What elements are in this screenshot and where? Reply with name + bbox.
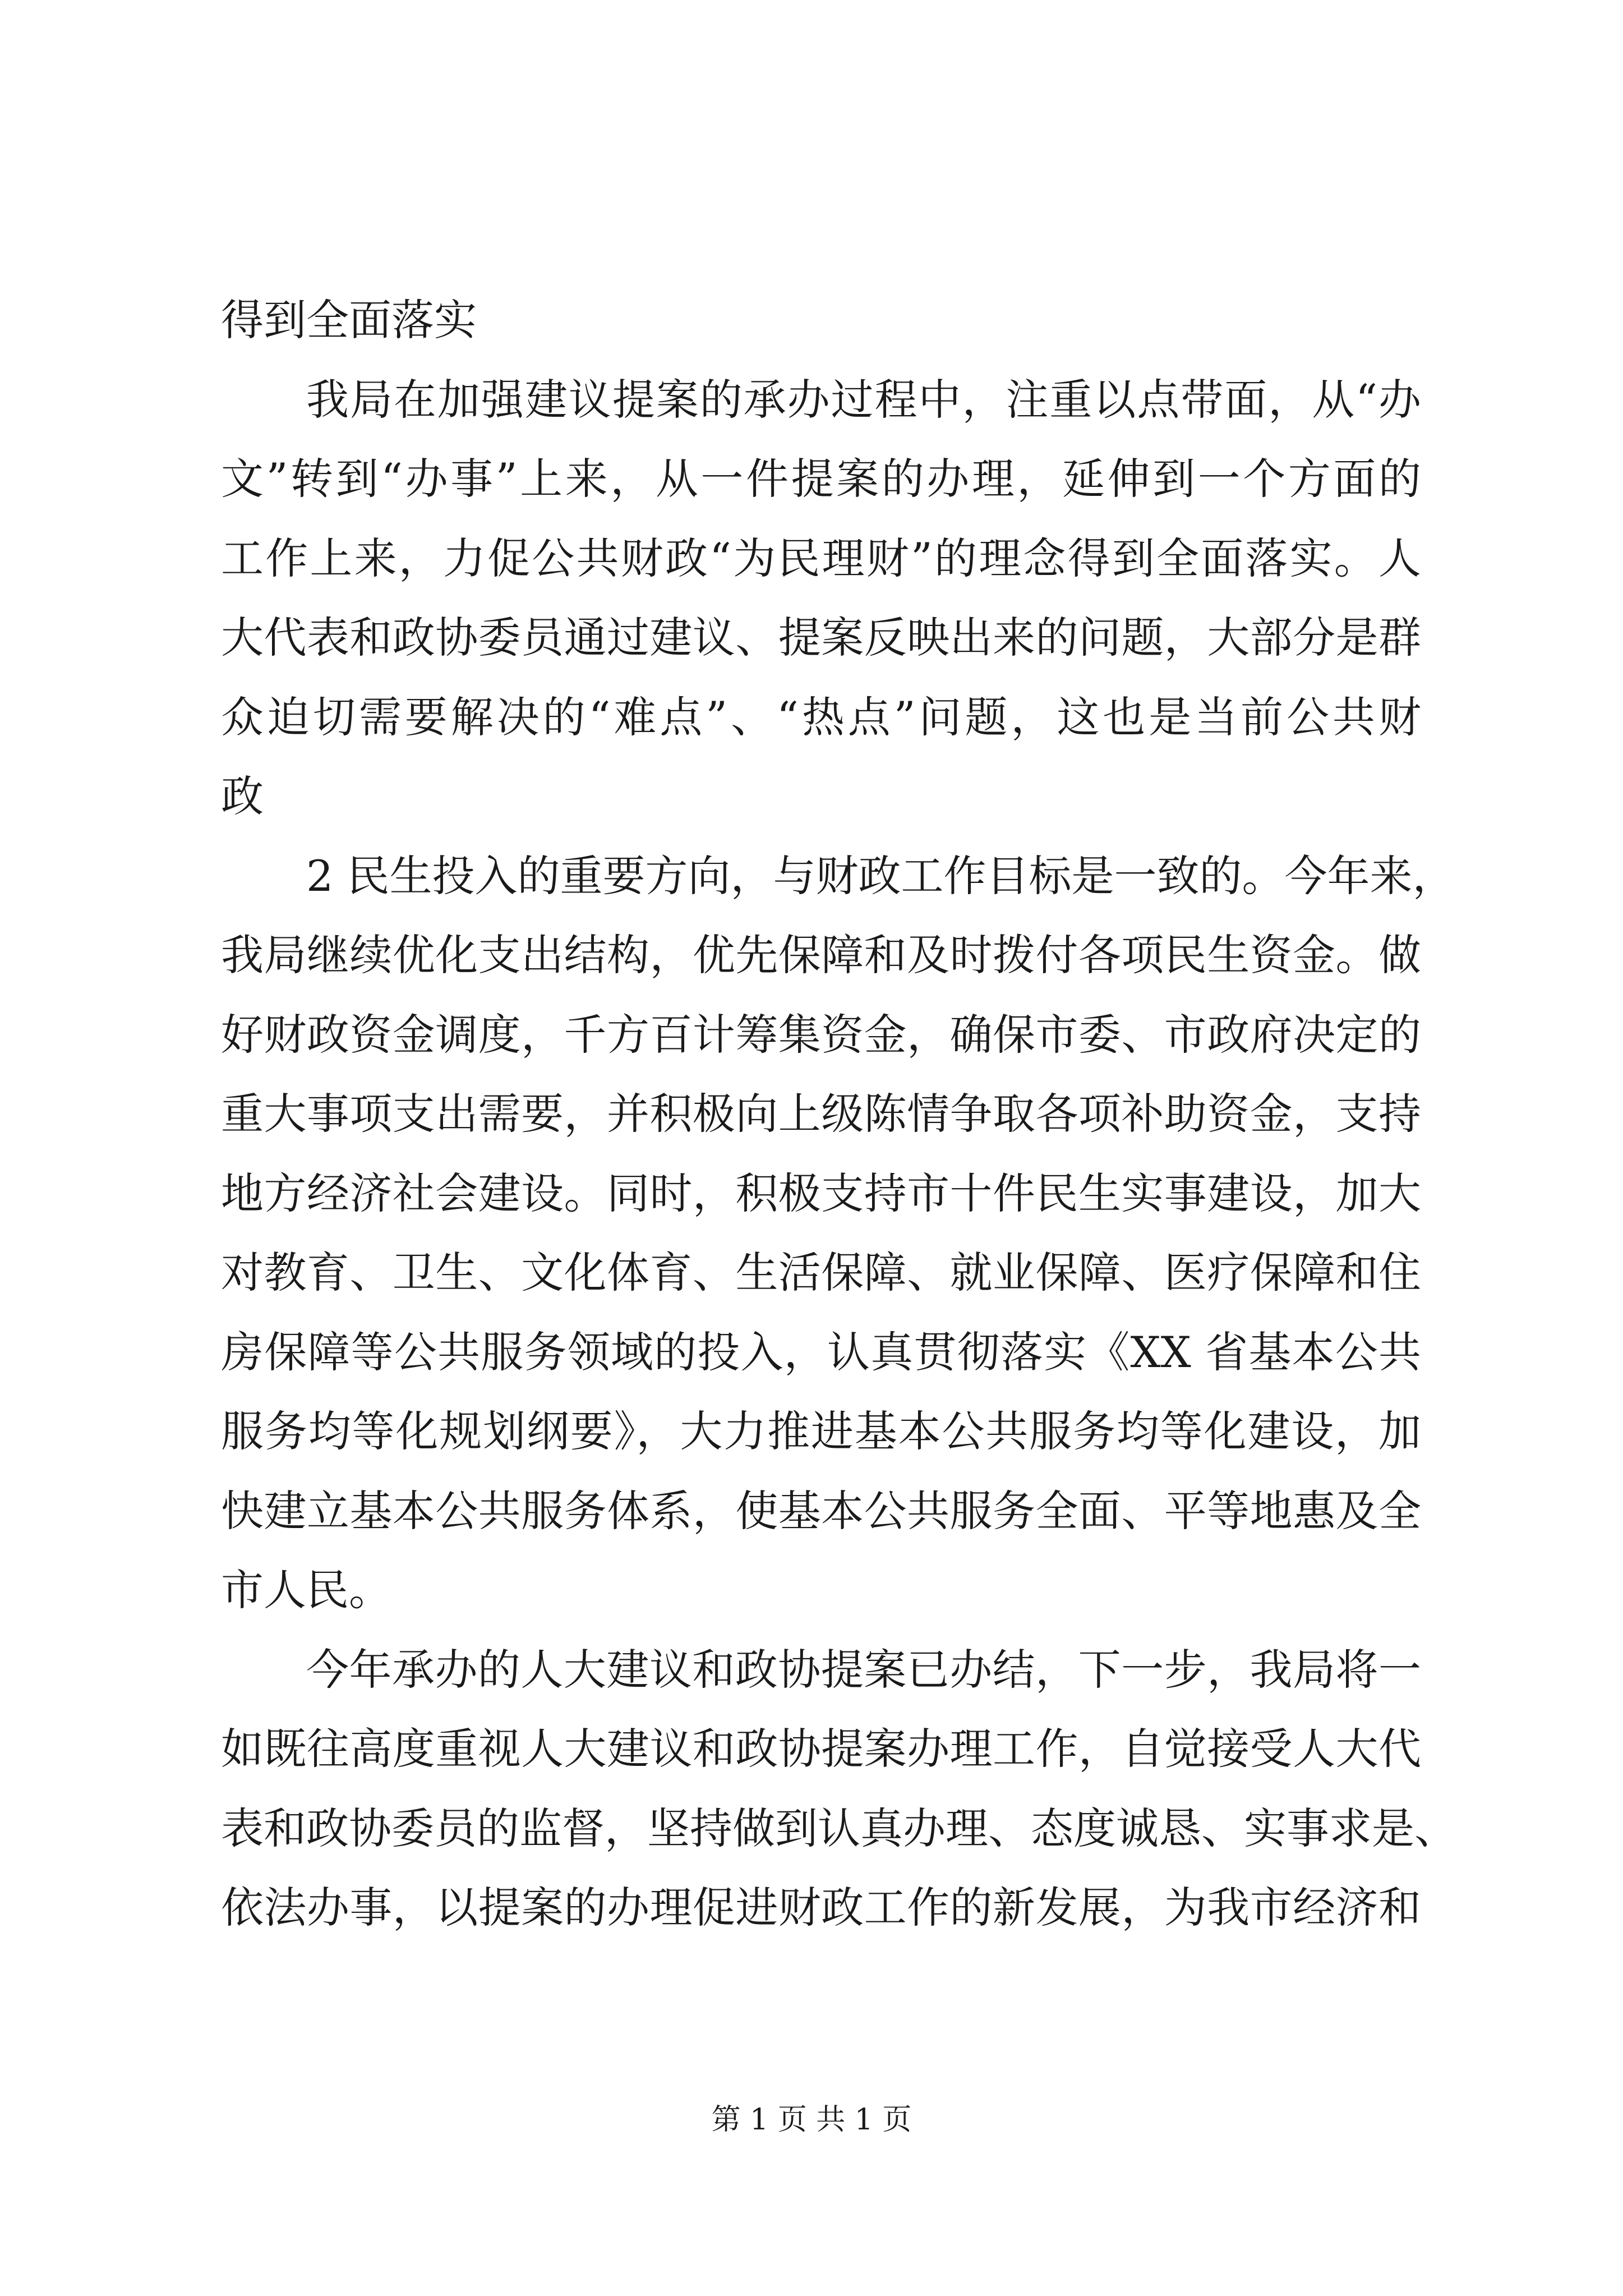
text-line: 政 [221, 771, 264, 821]
text-line: 我局在加强建议提案的承办过程中，注重以点带面，从“办 [306, 374, 1421, 425]
text-line: 众迫切需要解决的“难点”、“热点”问题，这也是当前公共财 [221, 692, 1421, 742]
text-line: 重大事项支出需要，并积极向上级陈情争取各项补助资金，支持 [221, 1089, 1421, 1139]
text-line: 表和政协委员的监督，坚持做到认真办理、态度诚恳、实事求是、 [221, 1803, 1457, 1853]
text-line: 快建立基本公共服务体系，使基本公共服务全面、平等地惠及全 [221, 1485, 1421, 1536]
text-line: 2 民生投入的重要方向，与财政工作目标是一致的。今年来， [306, 850, 1455, 901]
text-line: 好财政资金调度，千方百计筹集资金，确保市委、市政府决定的 [221, 1009, 1421, 1060]
text-line: 我局继续优化支出结构，优先保障和及时拨付各项民生资金。做 [221, 930, 1421, 980]
text-line: 文”转到“办事”上来，从一件提案的办理，延伸到一个方面的 [221, 454, 1421, 504]
text-line: 市人民。 [221, 1565, 391, 1615]
text-line: 得到全面落实 [221, 295, 477, 345]
text-line: 工作上来，力促公共财政“为民理财”的理念得到全面落实。人 [221, 533, 1421, 583]
page-footer: 第 1 页 共 1 页 [711, 2103, 912, 2137]
text-line: 如既往高度重视人大建议和政协提案办理工作，自觉接受人大代 [221, 1724, 1421, 1774]
text-line: 依法办事，以提案的办理促进财政工作的新发展，为我市经济和 [221, 1883, 1421, 1932]
document-body [221, 280, 1457, 1948]
text-line: 房保障等公共服务领域的投入，认真贯彻落实《XX 省基本公共 [221, 1327, 1421, 1377]
text-line: 服务均等化规划纲要》，大力推进基本公共服务均等化建设，加 [221, 1406, 1421, 1456]
text-line: 对教育、卫生、文化体育、生活保障、就业保障、医疗保障和住 [221, 1248, 1421, 1297]
text-line: 今年承办的人大建议和政协提案已办结，下一步，我局将一 [306, 1644, 1421, 1695]
text-line: 地方经济社会建设。同时，积极支持市十件民生实事建设，加大 [221, 1168, 1421, 1218]
text-line: 大代表和政协委员通过建议、提案反映出来的问题，大部分是群 [221, 613, 1421, 662]
